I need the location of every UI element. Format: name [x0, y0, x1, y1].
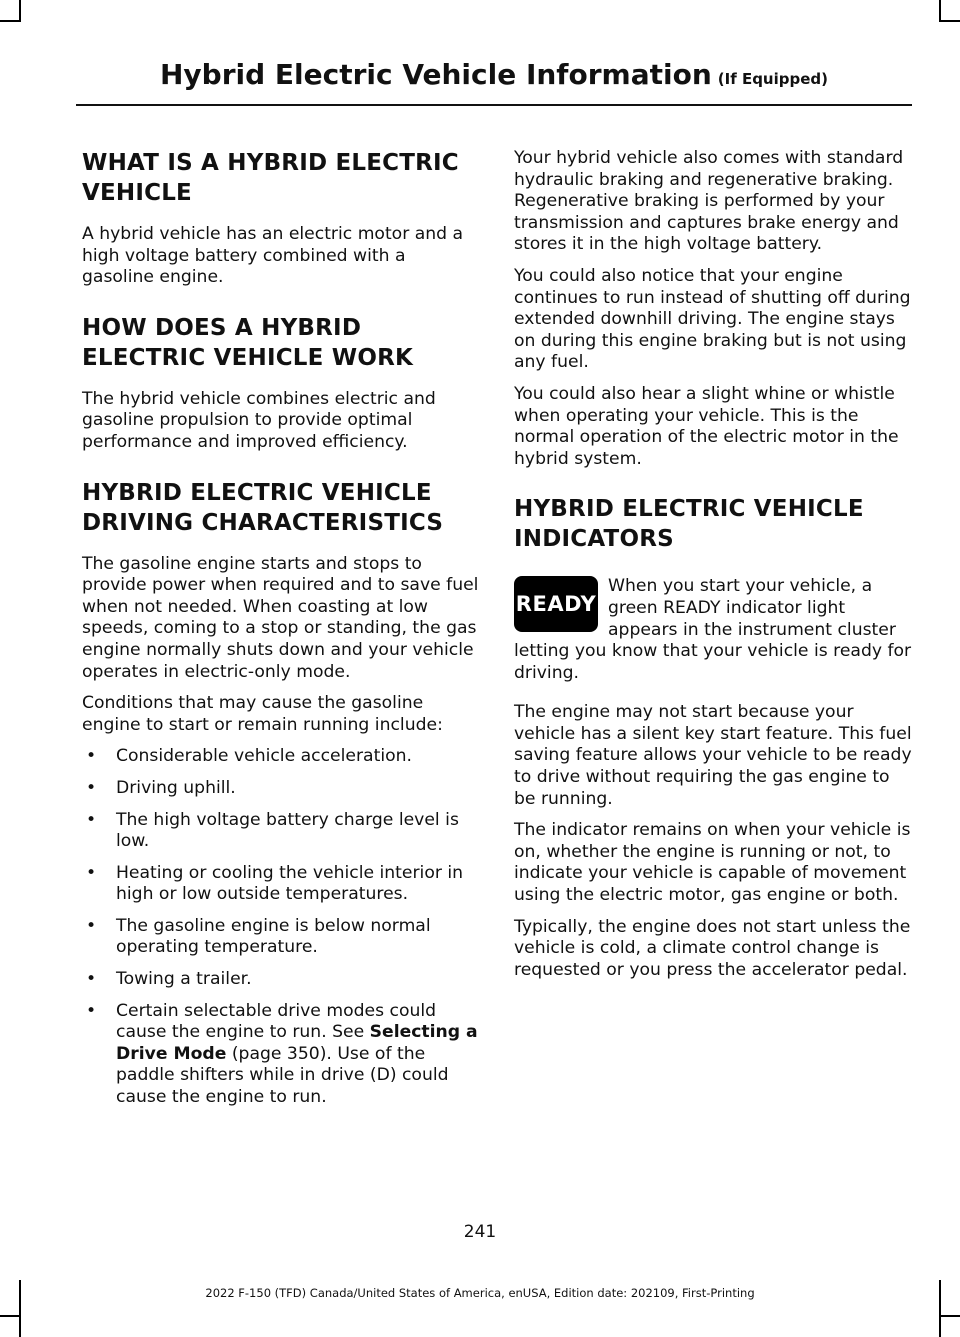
- heading-how-does-hybrid-work: [82, 313, 480, 373]
- paragraph: Your hybrid vehicle also comes with standard hydraulic braking and regenerative braking. Regenerative braking is performed by your transmission and captures brake energy and stores it in the high voltage battery.: [514, 148, 904, 255]
- paragraph: Typically, the engine does not start unless the vehicle is cold, a climate control change is requested or you press the accelerator pedal.: [514, 916, 911, 980]
- bullet-marker: •: [86, 809, 97, 830]
- ready-indicator-label: READY: [515, 592, 597, 617]
- paragraph: The hybrid vehicle combines electric and gasoline propulsion to provide optimal performance and improved efficiency.: [82, 388, 436, 452]
- heading-line: HYBRID ELECTRIC VEHICLE: [514, 496, 864, 523]
- list-item: [82, 746, 480, 768]
- conditions-list: [82, 746, 480, 1108]
- ready-indicator-block: [514, 576, 912, 684]
- heading-line: INDICATORS: [514, 526, 674, 553]
- paragraph: The gasoline engine starts and stops to provide power when required and to save fuel when not needed. When coasting at low speeds, coming to a stop or standing, the gas engine normally shuts down and your vehicle operates in electric-only mode.: [82, 553, 479, 682]
- paragraph: The indicator remains on when your vehicle is on, whether the engine is running or not, to indicate your vehicle is capable of movement using the electric motor, gas engine or both.: [514, 820, 911, 906]
- bullet-marker: •: [86, 915, 97, 936]
- list-item: [82, 969, 480, 991]
- heading-what-is-hybrid: [82, 148, 480, 208]
- list-item: [82, 916, 480, 959]
- right-column: [514, 148, 912, 991]
- paragraph: Conditions that may cause the gasoline engine to start or remain running include:: [82, 693, 443, 735]
- left-column: [82, 148, 480, 1119]
- heading-driving-characteristics: [82, 478, 480, 538]
- heading-line: DRIVING CHARACTERISTICS: [82, 509, 444, 536]
- crop-mark-top-left-vertical: [19, 0, 21, 22]
- bullet-marker: •: [86, 746, 97, 767]
- edition-footer: 2022 F-150 (TFD) Canada/United States of America, enUSA, Edition date: 202109, First-Printing: [205, 1286, 755, 1300]
- ready-indicator-icon: [514, 576, 598, 632]
- list-item: [82, 810, 480, 853]
- bullet-marker: •: [86, 777, 97, 798]
- heading-line: ELECTRIC VEHICLE WORK: [82, 344, 414, 371]
- list-item-text: Driving uphill.: [116, 777, 236, 798]
- list-item-text: Towing a trailer.: [116, 969, 252, 990]
- heading-line: HYBRID ELECTRIC VEHICLE: [82, 479, 432, 506]
- crop-mark-top-right-vertical: [939, 0, 941, 22]
- page-header-title: [160, 58, 828, 91]
- heading-indicators: [514, 494, 912, 554]
- heading-line: HOW DOES A HYBRID: [82, 314, 362, 341]
- list-item-text: Certain selectable drive modes could cause the engine to run. See: [116, 1000, 437, 1043]
- list-item: [82, 778, 480, 800]
- header-qualifier: (If Equipped): [717, 70, 828, 88]
- crop-mark-bottom-left-horizontal: [0, 1315, 21, 1317]
- header-rule: [76, 104, 912, 106]
- crop-mark-top-right-horizontal: [939, 20, 960, 22]
- paragraph: When you start your vehicle, a green READY indicator light appears in the instrument cluster letting you know that your vehicle is ready for driving.: [514, 576, 912, 683]
- cross-reference-link[interactable]: Selecting a Drive Mode: [116, 1022, 478, 1064]
- list-item-text: Considerable vehicle acceleration.: [116, 746, 412, 767]
- paragraph: You could also hear a slight whine or whistle when operating your vehicle. This is the normal operation of the electric motor in the hybrid system.: [514, 383, 899, 469]
- list-item-text: Heating or cooling the vehicle interior in high or low outside temperatures.: [116, 862, 464, 905]
- page-number: 241: [463, 1222, 497, 1242]
- bullet-marker: •: [86, 969, 97, 990]
- list-item-text: The gasoline engine is below normal operating temperature.: [116, 915, 431, 958]
- list-item: [82, 1001, 480, 1109]
- paragraph: You could also notice that your engine continues to run instead of shutting off during extended downhill driving. The engine stays on during this engine braking but is not using any fuel.: [514, 265, 911, 373]
- bullet-marker: •: [86, 1000, 97, 1021]
- paragraph: A hybrid vehicle has an electric motor and a high voltage battery combined with a gasoline engine.: [82, 224, 464, 288]
- list-item-text: (page 350). Use of the paddle shifters while in drive (D) could cause the engine to run.: [116, 1043, 449, 1108]
- list-item-text: The high voltage battery charge level is low.: [116, 809, 459, 852]
- bullet-marker: •: [86, 862, 97, 883]
- paragraph: The engine may not start because your vehicle has a silent key start feature. This fuel saving feature allows your vehicle to be ready to drive without requiring the gas engine to be running.: [514, 702, 912, 809]
- crop-mark-bottom-right-horizontal: [939, 1315, 960, 1317]
- list-item: [82, 863, 480, 906]
- header-title-text: Hybrid Electric Vehicle Information: [159, 58, 712, 91]
- heading-line: WHAT IS A HYBRID ELECTRIC: [82, 150, 459, 176]
- crop-mark-top-left-horizontal: [0, 20, 21, 22]
- heading-line: VEHICLE: [82, 180, 192, 206]
